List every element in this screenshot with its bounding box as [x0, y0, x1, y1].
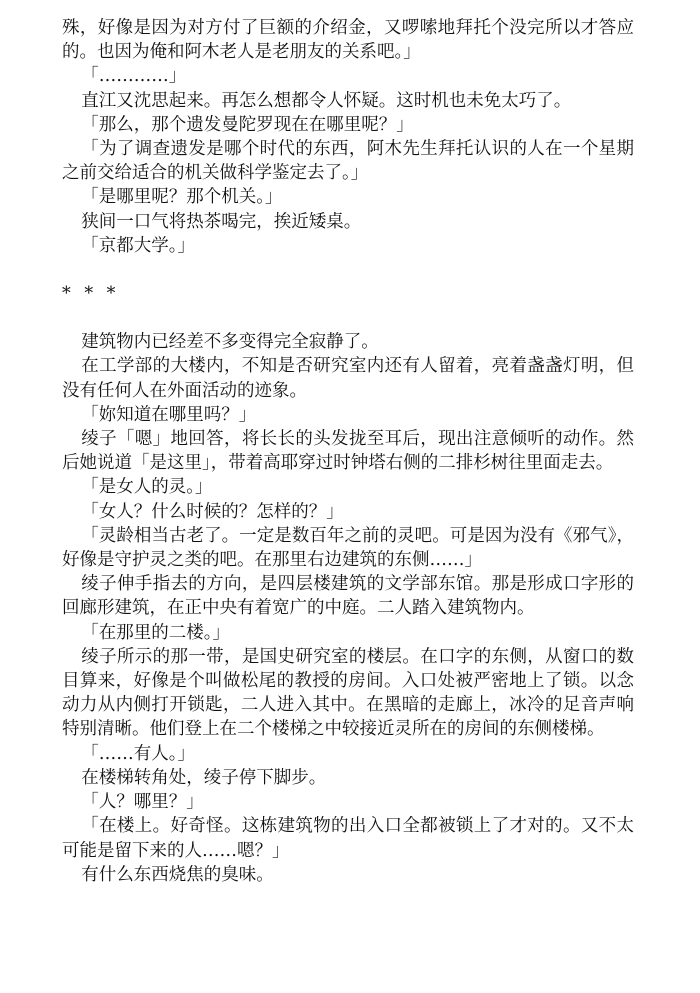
text-block-bottom [62, 330, 634, 887]
paragraph: 「是哪里呢？那个机关。」 [81, 187, 283, 208]
paragraph: 「在楼上。好奇怪。这栋建筑物的出入口全都被锁上了才对的。又不太可能是留下来的人……嗯？」 [62, 816, 634, 861]
document-page [62, 16, 634, 887]
paragraph: 在楼梯转角处，绫子停下脚步。 [81, 767, 327, 788]
paragraph: 「女人？什么时候的？怎样的？」 [81, 501, 344, 522]
paragraph: 「灵龄相当古老了。一定是数百年之前的灵吧。可是因为没有《邪气》，好像是守护灵之类的吧。在那里右边建筑的东侧……」 [62, 525, 634, 571]
paragraph: 「妳知道在哪里吗？」 [81, 404, 257, 425]
paragraph: 有什么东西烧焦的臭味。 [81, 864, 274, 885]
paragraph: 「…………」 [81, 66, 187, 87]
blank-line [62, 258, 634, 282]
paragraph: 「……有人。」 [81, 743, 195, 764]
paragraph: 在工学部的大楼内，不知是否研究室内还有人留着，亮着盏盏灯明，但没有任何人在外面活动的迹象。 [62, 356, 634, 401]
paragraph: 「人？哪里？」 [81, 792, 204, 813]
text-block-top [62, 16, 634, 258]
paragraph: 「为了调查遗发是哪个时代的东西，阿木先生拜托认识的人在一个星期之前交给适合的机关做科学鉴定去了。」 [62, 139, 634, 184]
paragraph: 绫子所示的那一带，是国史研究室的楼层。在口字的东侧，从窗口的数目算来，好像是个叫做松尾的教授的房间。入口处被严密地上了锁。以念动力从内侧打开锁匙，二人进入其中。在黑暗的走廊上，冰冷的足音声响特别清晰。他们登上在二个楼梯之中较接近灵所在的房间的东侧楼梯。 [62, 646, 634, 740]
paragraph: 绫子伸手指去的方向，是四层楼建筑的文学部东馆。那是形成口字形的回廊形建筑，在正中央有着宽广的中庭。二人踏入建筑物内。 [62, 574, 634, 619]
paragraph: 建筑物内已经差不多变得完全寂静了。 [81, 332, 379, 353]
paragraph: 「那么，那个遗发曼陀罗现在在哪里呢？」 [81, 114, 414, 135]
paragraph: 狭间一口气将热茶喝完，挨近矮桌。 [81, 211, 362, 232]
paragraph: 绫子「嗯」地回答，将长长的头发拢至耳后，现出注意倾听的动作。然后她说道「是这里」，带着高耶穿过时钟塔右侧的二排杉树往里面走去。 [62, 429, 634, 474]
paragraph: 「京都大学。」 [81, 235, 195, 256]
section-separator: * * * [62, 284, 120, 305]
paragraph: 殊，好像是因为对方付了巨额的介绍金，又啰嗦地拜托个没完所以才答应的。也因为俺和阿木老人是老朋友的关系吧。」 [62, 18, 634, 63]
paragraph: 直江又沈思起来。再怎么想都令人怀疑。这时机也未免太巧了。 [81, 90, 572, 111]
paragraph: 「在那里的二楼。」 [81, 622, 230, 643]
blank-line [62, 306, 634, 330]
paragraph: 「是女人的灵。」 [81, 477, 213, 498]
